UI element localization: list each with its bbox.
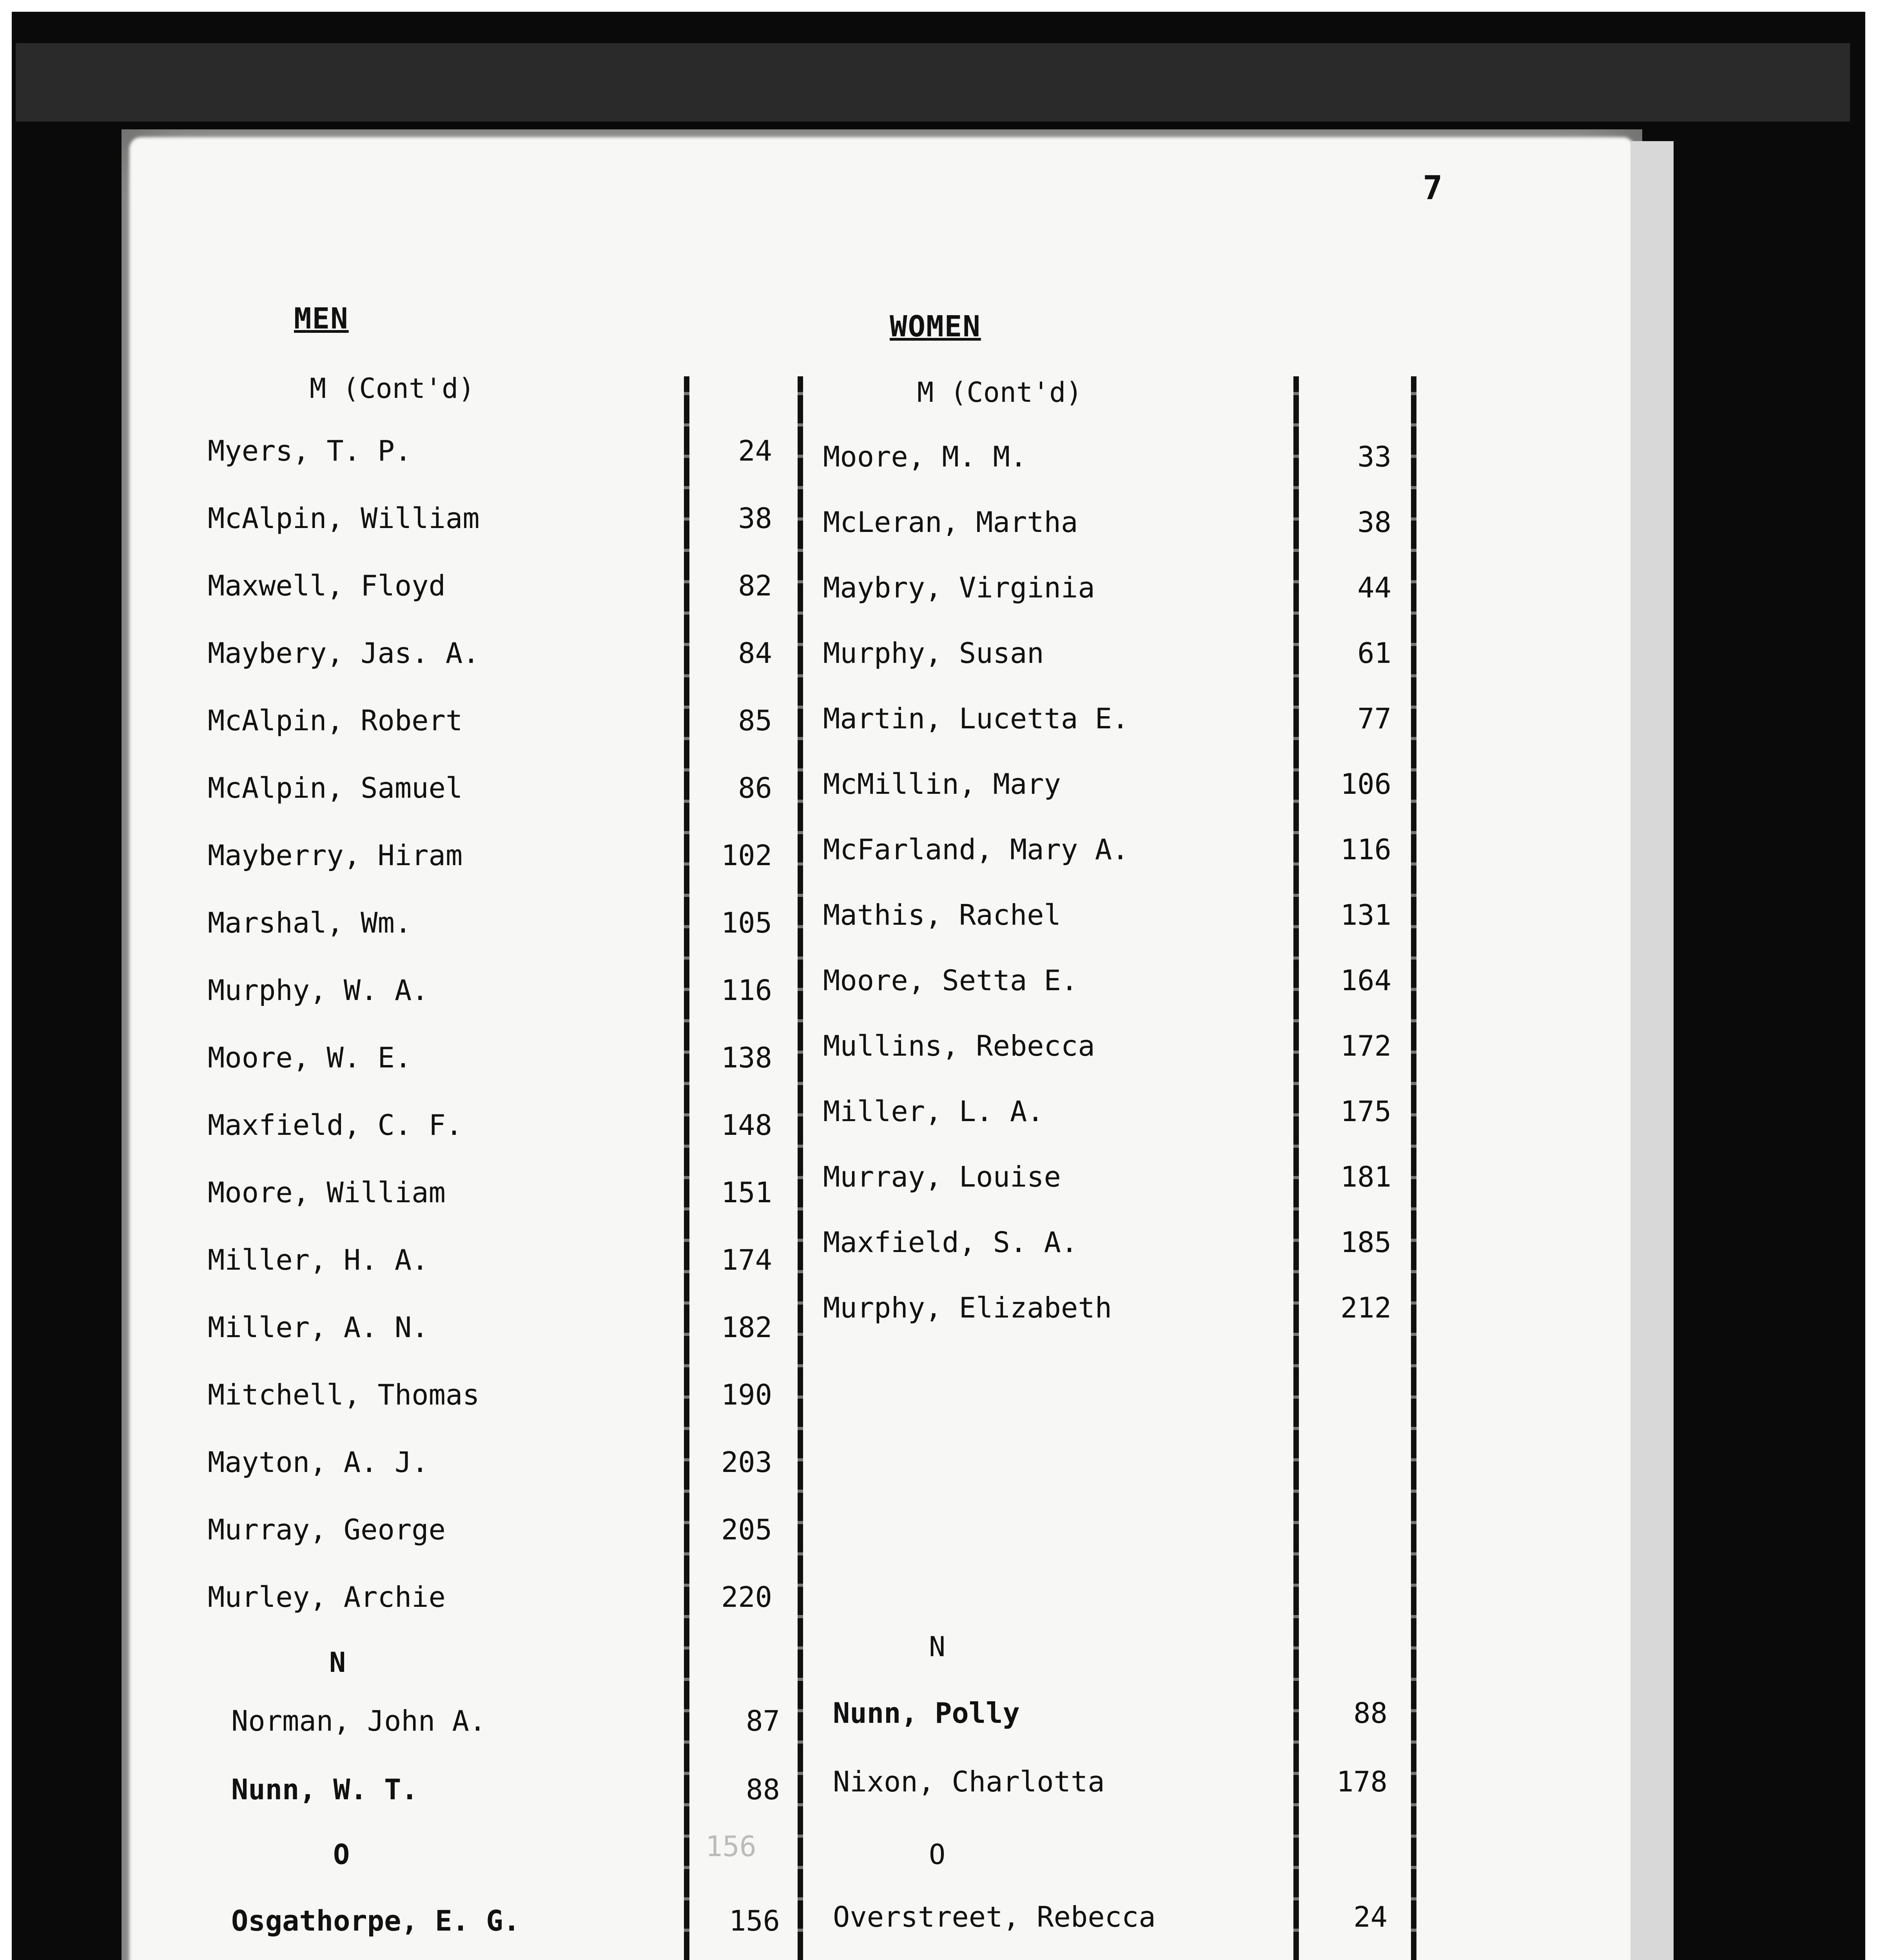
entry-name: Norman, John A. xyxy=(231,1704,486,1737)
women-right-divider xyxy=(1411,376,1416,1960)
entry-name: Marshal, Wm. xyxy=(208,906,412,939)
entry-name: McFarland, Mary A. xyxy=(823,833,1129,866)
entry-number: 203 xyxy=(721,1446,772,1479)
entry-number: 116 xyxy=(721,974,772,1007)
entry-name: Murphy, Elizabeth xyxy=(823,1291,1112,1324)
entry-number: 82 xyxy=(738,569,772,602)
men-n-heading: N xyxy=(329,1646,346,1679)
entry-number: 88 xyxy=(1353,1697,1387,1730)
entry-number: 61 xyxy=(1357,637,1391,670)
entry-name: Nunn, Polly xyxy=(833,1697,1020,1730)
entry-name: Moore, W. E. xyxy=(208,1041,412,1074)
entry-name: McLeran, Martha xyxy=(823,506,1078,539)
entry-number: 84 xyxy=(738,637,772,670)
entry-number: 88 xyxy=(746,1773,780,1806)
entry-name: Mitchell, Thomas xyxy=(208,1378,480,1411)
entry-name: Murray, George xyxy=(208,1513,446,1546)
entry-number: 24 xyxy=(738,434,772,467)
entry-name: Maybery, Jas. A. xyxy=(208,637,480,670)
entry-number: 87 xyxy=(746,1704,780,1737)
entry-number: 190 xyxy=(721,1378,772,1411)
entry-name: Nixon, Charlotta xyxy=(833,1765,1105,1798)
entry-number: 174 xyxy=(721,1243,772,1276)
entry-number: 181 xyxy=(1340,1160,1391,1193)
entry-name: Miller, A. N. xyxy=(208,1311,429,1344)
entry-name: Mullins, Rebecca xyxy=(823,1029,1095,1062)
entry-number: 86 xyxy=(738,771,772,804)
entry-number: 164 xyxy=(1340,964,1391,997)
men-m-heading: M (Cont'd) xyxy=(310,372,475,405)
entry-number: 172 xyxy=(1340,1029,1391,1062)
entry-name: McAlpin, William xyxy=(208,502,480,535)
entry-number: 44 xyxy=(1357,571,1391,604)
entry-number: 116 xyxy=(1340,833,1391,866)
film-edge xyxy=(16,43,1850,122)
entry-name: Miller, H. A. xyxy=(208,1243,429,1276)
entry-name: Murray, Louise xyxy=(823,1160,1061,1193)
entry-name: Maxfield, C. F. xyxy=(208,1109,463,1142)
entry-number: 220 xyxy=(721,1581,772,1613)
entry-number: 131 xyxy=(1340,898,1391,931)
entry-name: Martin, Lucetta E. xyxy=(823,702,1129,735)
entry-name: Mayton, A. J. xyxy=(208,1446,429,1479)
entry-name: Maybry, Virginia xyxy=(823,571,1095,604)
entry-name: McAlpin, Samuel xyxy=(208,771,463,804)
entry-name: Overstreet, Rebecca xyxy=(833,1900,1156,1933)
entry-number: 156 xyxy=(729,1904,780,1937)
men-left-divider xyxy=(684,376,689,1960)
entry-number: 38 xyxy=(1357,506,1391,539)
page-edge-strip xyxy=(1630,141,1674,1960)
entry-name: Moore, M. M. xyxy=(823,440,1027,473)
faded-entry-number: 156 xyxy=(705,1830,756,1863)
men-heading: MEN xyxy=(294,302,349,336)
entry-number: 185 xyxy=(1340,1226,1391,1259)
entry-name: Mayberry, Hiram xyxy=(208,839,463,872)
entry-number: 148 xyxy=(721,1109,772,1142)
entry-name: McAlpin, Robert xyxy=(208,704,463,737)
entry-number: 105 xyxy=(721,906,772,939)
entry-number: 38 xyxy=(738,502,772,535)
entry-name: Maxfield, S. A. xyxy=(823,1226,1078,1259)
women-m-heading: M (Cont'd) xyxy=(917,376,1083,408)
entry-number: 33 xyxy=(1357,440,1391,473)
entry-number: 175 xyxy=(1340,1095,1391,1128)
entry-name: Murphy, W. A. xyxy=(208,974,429,1007)
entry-number: 77 xyxy=(1357,702,1391,735)
entry-name: Miller, L. A. xyxy=(823,1095,1044,1128)
entry-name: Mathis, Rachel xyxy=(823,898,1061,931)
entry-number: 178 xyxy=(1336,1765,1387,1798)
entry-number: 24 xyxy=(1353,1900,1387,1933)
women-o-heading: O xyxy=(929,1838,946,1871)
entry-number: 106 xyxy=(1340,768,1391,800)
entry-number: 151 xyxy=(721,1176,772,1209)
entry-number: 102 xyxy=(721,839,772,872)
entry-number: 212 xyxy=(1340,1291,1391,1324)
entry-number: 85 xyxy=(738,704,772,737)
entry-name: Murphy, Susan xyxy=(823,637,1044,670)
entry-name: Myers, T. P. xyxy=(208,434,412,467)
entry-name: Osgathorpe, E. G. xyxy=(231,1904,520,1937)
women-left-divider xyxy=(1293,376,1299,1960)
entry-name: Murley, Archie xyxy=(208,1581,446,1613)
entry-name: McMillin, Mary xyxy=(823,768,1061,800)
men-o-heading: O xyxy=(333,1838,350,1871)
page-number: 7 xyxy=(1423,169,1443,207)
women-n-heading: N xyxy=(929,1631,946,1663)
entry-number: 182 xyxy=(721,1311,772,1344)
entry-name: Moore, William xyxy=(208,1176,446,1209)
entry-name: Nunn, W. T. xyxy=(231,1773,418,1806)
entry-number: 138 xyxy=(721,1041,772,1074)
women-heading: WOMEN xyxy=(890,310,981,343)
entry-name: Maxwell, Floyd xyxy=(208,569,446,602)
entry-name: Moore, Setta E. xyxy=(823,964,1078,997)
men-right-divider xyxy=(798,376,803,1960)
entry-number: 205 xyxy=(721,1513,772,1546)
